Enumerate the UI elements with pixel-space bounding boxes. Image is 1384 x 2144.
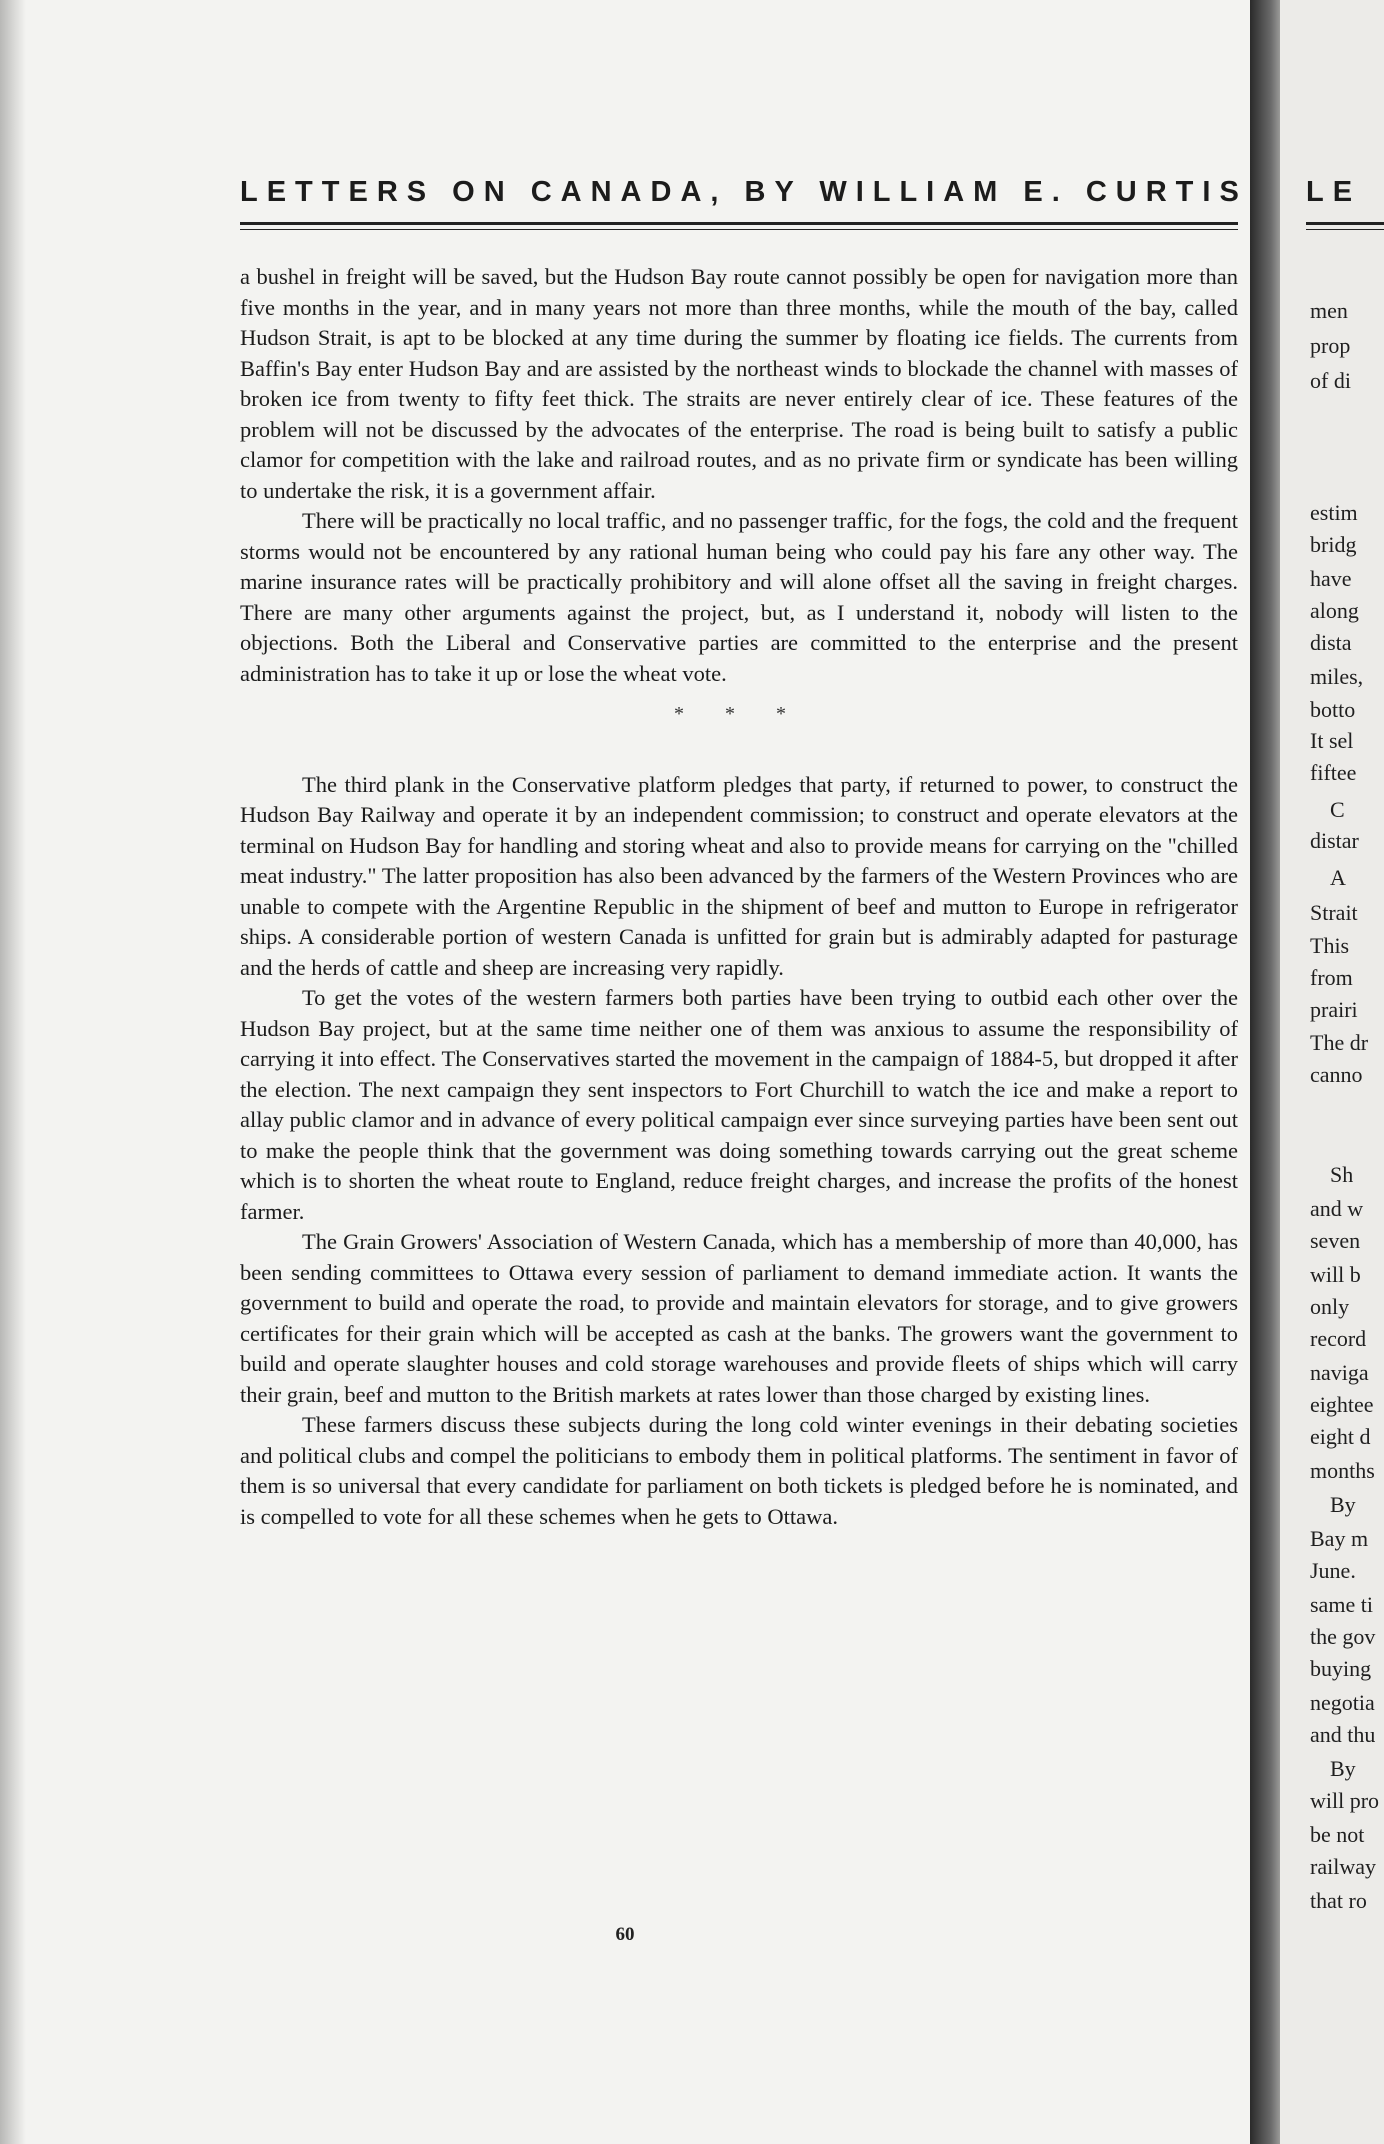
facing-text-fragment: will pro (1310, 1788, 1380, 1813)
facing-text-fragment: months (1310, 1458, 1375, 1483)
facing-text-fragment: The dr (1310, 1030, 1369, 1055)
paragraph: These farmers discuss these subjects during the long cold winter evenings in their debating societies and political clubs and compel the politicians to embody them in political platforms. The sentiment in favor of them is so universal that every candidate for parliament on both tickets is pledged before he is nominated, and is compelled to vote for all these schemes when he gets to Ottawa. (240, 1412, 1238, 1529)
facing-text-fragment: buying (1310, 1656, 1372, 1681)
facing-text-fragment: Strait (1310, 900, 1358, 925)
facing-header-rule-thick (1306, 222, 1384, 225)
facing-running-head: LE (1306, 176, 1362, 208)
facing-text-fragment: botto (1310, 697, 1356, 722)
facing-text-fragment: from (1310, 965, 1353, 990)
facing-text-fragment: June. (1310, 1558, 1356, 1583)
facing-text-fragment: distar (1310, 828, 1359, 853)
facing-text-fragment: prairi (1310, 997, 1358, 1022)
header-rule-thin (240, 229, 1238, 230)
facing-text-fragment: Bay m (1310, 1526, 1369, 1551)
facing-text-fragment: Sh (1330, 1162, 1354, 1187)
paragraph: The third plank in the Conservative platform pledges that party, if returned to power, to construct the Hudson Bay Railway and operate it by an independent commission; to construct and operate elevators at the terminal on Hudson Bay for handling and storing wheat and also to provide means for carrying on the "chilled meat industry." The latter proposition has also been advanced by the farmers of the Western Provinces who are unable to compete with the Argentine Republic in the shipment of beef and mutton to Europe in refrigerator ships. A considerable portion of western Canada is unfitted for grain but is admirably adapted for pasturage and the herds of cattle and sheep are increasing very rapidly. (240, 771, 1238, 980)
facing-text-fragment: only (1310, 1294, 1350, 1319)
facing-text-fragment: By (1330, 1492, 1356, 1517)
facing-text-fragment: It sel (1310, 728, 1354, 753)
facing-text-fragment: and w (1310, 1196, 1364, 1221)
page-number: 60 (615, 1924, 635, 1945)
facing-text-fragment: naviga (1310, 1360, 1369, 1385)
facing-text-fragment: This (1310, 933, 1350, 958)
facing-text-fragment: miles, (1310, 664, 1364, 689)
header-rule-thick (240, 222, 1238, 225)
book-gutter (1250, 0, 1280, 2144)
facing-text-fragment: that ro (1310, 1888, 1367, 1913)
facing-text-fragment: bridg (1310, 532, 1357, 557)
page-edge-shadow (0, 0, 26, 2144)
facing-text-fragment: of di (1310, 368, 1351, 393)
facing-text-fragment: canno (1310, 1062, 1363, 1087)
facing-text-fragment: eightee (1310, 1392, 1374, 1417)
facing-text-fragment: have (1310, 566, 1352, 591)
facing-text-fragment: prop (1310, 333, 1351, 358)
facing-text-fragment: eight d (1310, 1424, 1371, 1449)
paragraph: To get the votes of the western farmers both parties have been trying to outbid each other over the Hudson Bay project, but at the same time neither one of them was anxious to assume the responsibility of carrying it into effect. The Conservatives started the movement in the campaign of 1884-5, but dropped it after the election. The next campaign they sent inspectors to Fort Churchill to watch the ice and make a report to allay public clamor and in advance of every political campaign ever since surveying parties have been sent out to make the people think that the government was doing something towards carrying out the great scheme which is to shorten the wheat route to England, reduce freight charges, and increase the profits of the honest farmer. (240, 985, 1238, 1224)
facing-text-fragment: and thu (1310, 1722, 1376, 1747)
facing-text-fragment: will b (1310, 1262, 1361, 1287)
running-head: LETTERS ON CANADA, BY WILLIAM E. CURTIS (240, 176, 1248, 208)
facing-text-fragment: seven (1310, 1228, 1361, 1253)
paragraph: There will be practically no local traffic, and no passenger traffic, for the fogs, the cold and the frequent storms would not be encountered by any rational human being who could pay his fare any other way. The marine insurance rates will be practically prohibitory and will alone offset all the saving in freight charges. There are many other arguments against the project, but, as I understand it, nobody will listen to the objections. Both the Liberal and Conservative parties are committed to the enterprise and the present administration has to take it up or lose the wheat vote. (240, 508, 1238, 686)
facing-text-fragment: estim (1310, 500, 1358, 525)
paragraph: The Grain Growers' Association of Western Canada, which has a membership of more than 40,000, has been sending committees to Ottawa every session of parliament to demand immediate action. It wants the government to build and operate the road, to provide and maintain elevators for storage, and to give growers certificates for their grain which will be accepted as cash at the banks. The growers want the government to build and operate slaughter houses and cold storage warehouses and provide fleets of ships which will carry their grain, beef and mutton to the British markets at rates lower than those charged by existing lines. (240, 1229, 1238, 1407)
facing-text-fragment: the gov (1310, 1624, 1376, 1649)
facing-text-fragment: men (1310, 298, 1348, 323)
body-text (240, 262, 1238, 1532)
facing-page (1280, 0, 1384, 2144)
facing-header-rule-thin (1306, 229, 1384, 230)
facing-text-fragment: By (1330, 1756, 1356, 1781)
facing-text-fragment: dista (1310, 630, 1352, 655)
facing-text-fragment: A (1330, 865, 1346, 890)
facing-text-fragment: negotia (1310, 1690, 1375, 1715)
paragraph: a bushel in freight will be saved, but the Hudson Bay route cannot possibly be open for navigation more than five months in the year, and in many years not more than three months, while the mouth of the bay, called Hudson Strait, is apt to be blocked at any time during the summer by floating ice fields. The currents from Baffin's Bay enter Hudson Bay and are assisted by the northeast winds to blockade the channel with masses of broken ice from twenty to fifty feet thick. The straits are never entirely clear of ice. These features of the problem will not be discussed by the advocates of the enterprise. The road is being built to satisfy a public clamor for competition with the lake and railroad routes, and as no private firm or syndicate has been willing to undertake the risk, it is a government affair. (240, 264, 1238, 503)
facing-text-fragment: fiftee (1310, 760, 1357, 785)
facing-text-fragment: C (1330, 797, 1345, 822)
facing-text-fragment: along (1310, 598, 1359, 623)
facing-text-fragment: record (1310, 1326, 1367, 1351)
facing-text-fragment: same ti (1310, 1592, 1373, 1617)
facing-text-fragment: be not (1310, 1822, 1365, 1847)
section-separator: * * * (674, 703, 804, 725)
facing-text-fragment: railway (1310, 1854, 1376, 1879)
